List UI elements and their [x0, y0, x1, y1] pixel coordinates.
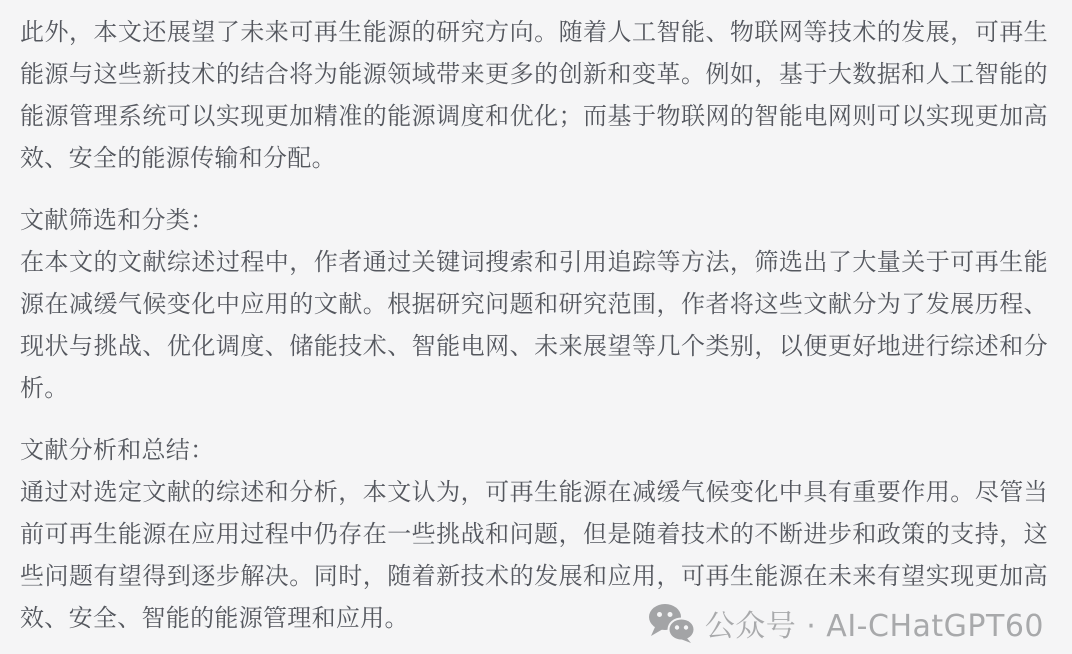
paragraph-text: 在本文的文献综述过程中，作者通过关键词搜索和引用追踪等方法，筛选出了大量关于可再生能源在减缓气候变化中应用的文献。根据研究问题和研究范围，作者将这些文献分为了发展历程、现状与挑战、优化调度、储能技术、智能电网、未来展望等几个类别，以便更好地进行综述和分析。 [20, 248, 1048, 402]
paragraph-future-outlook [20, 11, 1048, 179]
paragraph-text: 此外，本文还展望了未来可再生能源的研究方向。随着人工智能、物联网等技术的发展，可再生能源与这些新技术的结合将为能源领域带来更多的创新和变革。例如，基于大数据和人工智能的能源管理系统可以实现更加精准的能源调度和优化；而基于物联网的智能电网则可以实现更加高效、安全的能源传输和分配。 [20, 18, 1048, 172]
paragraph-text: 通过对选定文献的综述和分析，本文认为，可再生能源在减缓气候变化中具有重要作用。尽管当前可再生能源在应用过程中仍存在一些挑战和问题，但是随着技术的不断进步和政策的支持，这些问题有望得到逐步解决。同时，随着新技术的发展和应用，可再生能源在未来有望实现更加高效、安全、智能的能源管理和应用。 [20, 478, 1048, 632]
section-literature-screening [20, 199, 1048, 409]
section-heading: 文献分析和总结： [20, 436, 215, 464]
watermark [648, 601, 1044, 645]
section-heading: 文献筛选和分类： [20, 206, 215, 234]
watermark-label: 公众号 · AI-CHatGPT60 [704, 609, 1044, 644]
wechat-icon [648, 602, 695, 644]
